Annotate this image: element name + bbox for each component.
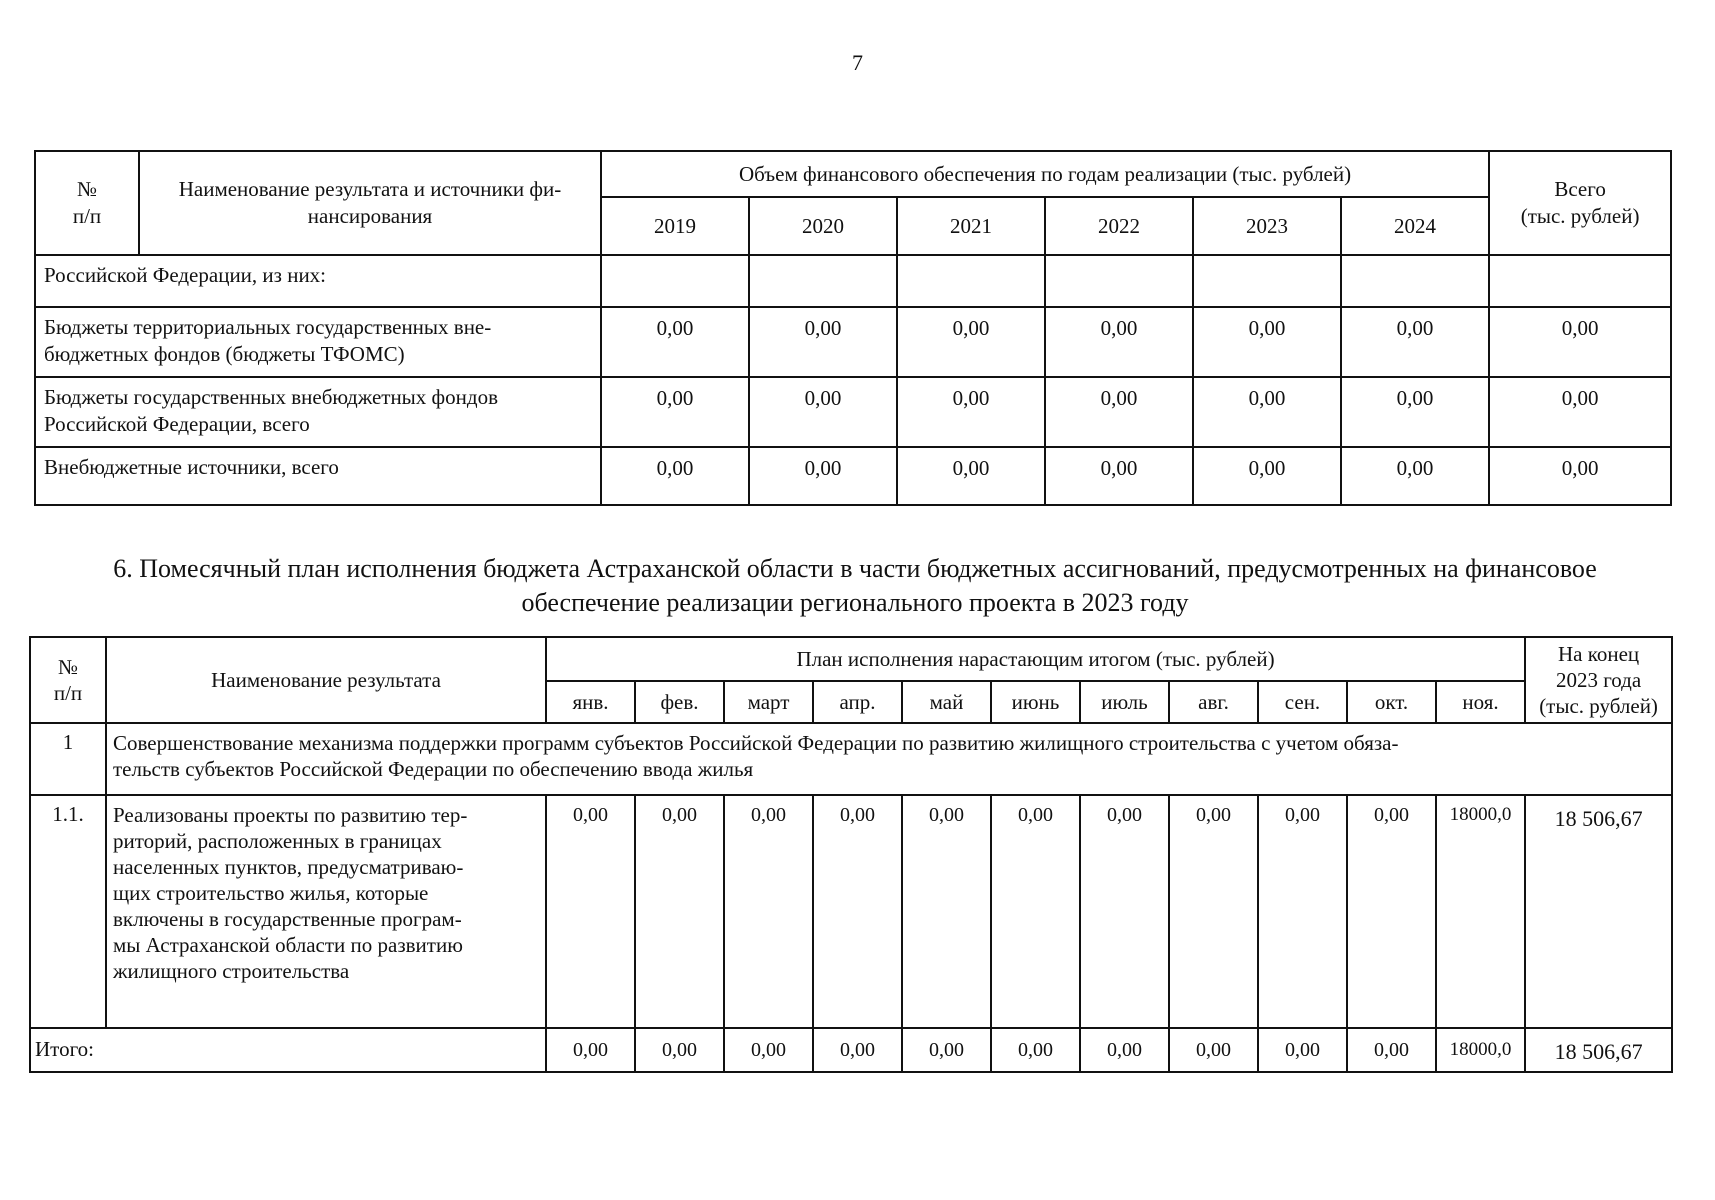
header-year: 2020	[749, 197, 897, 255]
total-label: Итого:	[30, 1028, 546, 1072]
year-value-cell: 0,00	[601, 377, 749, 447]
total-month-value-cell: 0,00	[902, 1028, 991, 1072]
year-value-cell: 0,00	[897, 447, 1045, 505]
group-num: 1	[30, 723, 106, 795]
year-value-cell: 0,00	[1193, 447, 1341, 505]
month-value-cell: 0,00	[813, 795, 902, 1028]
header-month: сен.	[1258, 681, 1347, 723]
year-value-cell: 0,00	[749, 307, 897, 377]
row-total-cell	[1489, 255, 1671, 307]
table-row	[35, 255, 1671, 307]
row-name: Внебюджетные источники, всего	[35, 447, 601, 505]
year-value-cell: 0,00	[1045, 307, 1193, 377]
header-month: янв.	[546, 681, 635, 723]
year-value-cell	[601, 255, 749, 307]
header-name: Наименование результата и источники фи- нансирования	[139, 151, 601, 255]
month-value-cell: 0,00	[546, 795, 635, 1028]
header-plan: План исполнения нарастающим итогом (тыс. рублей)	[546, 637, 1525, 681]
year-value-cell: 0,00	[897, 307, 1045, 377]
year-value-cell: 0,00	[1341, 307, 1489, 377]
header-month: июнь	[991, 681, 1080, 723]
section-title: 6. Помесячный план исполнения бюджета Астраханской области в части бюджетных ассигнований, предусмотренных на финансовое обеспечение реализации регионального проекта в 2023 году	[113, 554, 1597, 617]
header-name: Наименование результата	[106, 637, 546, 723]
total-row	[30, 1028, 1672, 1072]
item-name: Реализованы проекты по развитию тер- риторий, расположенных в границах населенных пунктов, предусматриваю- щих строительство жилья, которые включены в государственные програм- мы Астраханской области по развитию жилищного строительства	[106, 795, 546, 1028]
header-num: № п/п	[30, 637, 106, 723]
total-month-value-cell: 0,00	[1258, 1028, 1347, 1072]
year-value-cell: 0,00	[749, 377, 897, 447]
item-total-cell: 18 506,67	[1525, 795, 1672, 1028]
row-name: Бюджеты государственных внебюджетных фондов Российской Федерации, всего	[35, 377, 601, 447]
header-year: 2021	[897, 197, 1045, 255]
total-month-value-cell: 0,00	[991, 1028, 1080, 1072]
grand-total-cell: 18 506,67	[1525, 1028, 1672, 1072]
header-month: авг.	[1169, 681, 1258, 723]
table-row	[35, 447, 1671, 505]
header-year: 2019	[601, 197, 749, 255]
total-month-value-cell: 0,00	[1347, 1028, 1436, 1072]
row-name: Бюджеты территориальных государственных вне- бюджетных фондов (бюджеты ТФОМС)	[35, 307, 601, 377]
year-value-cell: 0,00	[601, 447, 749, 505]
header-num: № п/п	[35, 151, 139, 255]
row-total-cell: 0,00	[1489, 447, 1671, 505]
monthly-plan-table	[29, 636, 1673, 1073]
month-value-cell: 0,00	[1080, 795, 1169, 1028]
year-value-cell: 0,00	[1045, 447, 1193, 505]
year-value-cell	[897, 255, 1045, 307]
total-month-value-cell: 0,00	[1080, 1028, 1169, 1072]
financing-by-year-table	[34, 150, 1672, 506]
header-volume: Объем финансового обеспечения по годам реализации (тыс. рублей)	[601, 151, 1489, 197]
header-year-end: На конец 2023 года (тыс. рублей)	[1525, 637, 1672, 723]
header-month: март	[724, 681, 813, 723]
row-total-cell: 0,00	[1489, 307, 1671, 377]
year-value-cell	[1045, 255, 1193, 307]
row-name: Российской Федерации, из них:	[35, 255, 601, 307]
header-month: окт.	[1347, 681, 1436, 723]
year-value-cell: 0,00	[1193, 377, 1341, 447]
year-value-cell: 0,00	[1341, 447, 1489, 505]
total-month-value-cell: 0,00	[813, 1028, 902, 1072]
year-value-cell	[1341, 255, 1489, 307]
month-value-cell: 18000,0	[1436, 795, 1525, 1028]
header-year: 2022	[1045, 197, 1193, 255]
header-year: 2024	[1341, 197, 1489, 255]
group-row	[30, 723, 1672, 795]
header-total: Всего (тыс. рублей)	[1489, 151, 1671, 255]
month-value-cell: 0,00	[902, 795, 991, 1028]
year-value-cell	[749, 255, 897, 307]
table-row	[35, 377, 1671, 447]
year-value-cell: 0,00	[749, 447, 897, 505]
group-text: Совершенствование механизма поддержки программ субъектов Российской Федерации по развитию жилищного строительства с учетом обяза- тельств субъектов Российской Федерации по обеспечению ввода жилья	[106, 723, 1672, 795]
year-value-cell: 0,00	[1341, 377, 1489, 447]
header-month: ноя.	[1436, 681, 1525, 723]
year-value-cell: 0,00	[897, 377, 1045, 447]
month-value-cell: 0,00	[635, 795, 724, 1028]
item-num: 1.1.	[30, 795, 106, 1028]
month-value-cell: 0,00	[1169, 795, 1258, 1028]
row-total-cell: 0,00	[1489, 377, 1671, 447]
header-year: 2023	[1193, 197, 1341, 255]
total-month-value-cell: 0,00	[1169, 1028, 1258, 1072]
month-value-cell: 0,00	[991, 795, 1080, 1028]
item-row	[30, 795, 1672, 1028]
total-month-value-cell: 0,00	[546, 1028, 635, 1072]
month-value-cell: 0,00	[1347, 795, 1436, 1028]
month-value-cell: 0,00	[724, 795, 813, 1028]
page-number: 7	[852, 50, 863, 75]
total-month-value-cell: 18000,0	[1436, 1028, 1525, 1072]
year-value-cell	[1193, 255, 1341, 307]
header-month: фев.	[635, 681, 724, 723]
total-month-value-cell: 0,00	[635, 1028, 724, 1072]
year-value-cell: 0,00	[1045, 377, 1193, 447]
year-value-cell: 0,00	[601, 307, 749, 377]
header-month: июль	[1080, 681, 1169, 723]
month-value-cell: 0,00	[1258, 795, 1347, 1028]
total-month-value-cell: 0,00	[724, 1028, 813, 1072]
header-month: апр.	[813, 681, 902, 723]
year-value-cell: 0,00	[1193, 307, 1341, 377]
table-row	[35, 307, 1671, 377]
header-month: май	[902, 681, 991, 723]
